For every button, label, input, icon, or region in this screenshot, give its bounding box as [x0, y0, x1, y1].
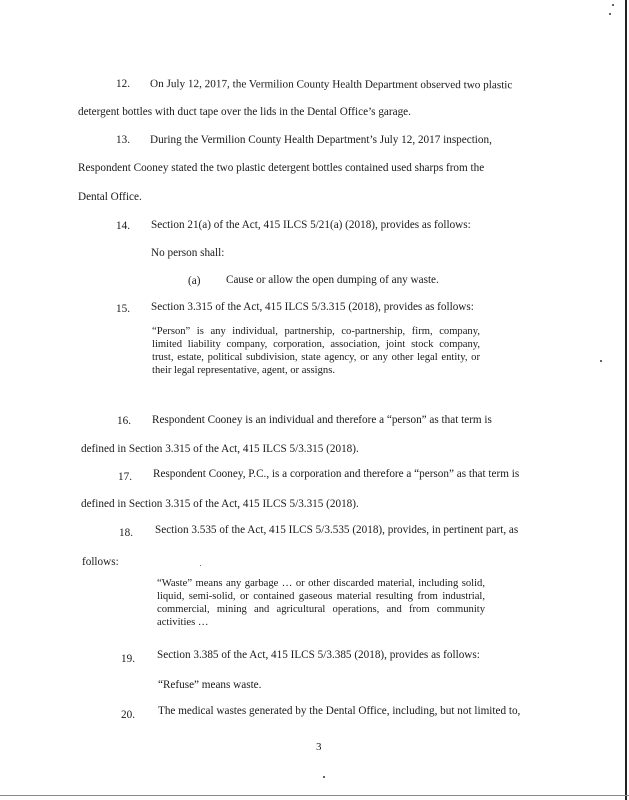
para-14-number: 14. — [116, 220, 130, 232]
para-13-number: 13. — [116, 134, 130, 146]
scan-speck — [600, 360, 602, 362]
scan-speck — [609, 13, 611, 15]
para-14-no-person: No person shall: — [151, 247, 225, 259]
para-15-number: 15. — [116, 303, 130, 315]
para-17-line-2: defined in Section 3.315 of the Act, 415 ILCS 5/3.315 (2018). — [81, 498, 359, 510]
para-13-line-2: Respondent Cooney stated the two plastic detergent bottles contained used sharps from the — [78, 162, 485, 174]
para-18-line-1: Section 3.535 of the Act, 415 ILCS 5/3.535 (2018), provides, in pertinent part, as — [155, 524, 519, 536]
para-13-line-1: During the Vermilion County Health Department’s July 12, 2017 inspection, — [150, 134, 492, 146]
para-17-number: 17. — [118, 471, 132, 483]
scan-edge — [625, 0, 627, 800]
para-14-sub-text: Cause or allow the open dumping of any waste. — [226, 274, 439, 286]
para-18-line-2: follows: — [82, 556, 119, 568]
para-17-line-1: Respondent Cooney, P.C., is a corporation and therefore a “person” as that term is — [153, 468, 520, 480]
para-20-number: 20. — [121, 709, 135, 721]
para-12-line-1: On July 12, 2017, the Vermilion County Health Department observed two plastic — [149, 78, 513, 92]
para-16-line-2: defined in Section 3.315 of the Act, 415 ILCS 5/3.315 (2018). — [81, 443, 359, 455]
page-number: 3 — [316, 741, 322, 753]
person-definition-quote: “Person” is any individual, partnership, co-partnership, firm, company, limited liability company, corporation, association, joint stock company, trust, estate, political subdivision, state agency, or any other legal entity, or their legal representative, agent, or assigns. — [152, 326, 480, 376]
para-16-line-1: Respondent Cooney is an individual and therefore a “person” as that term is — [152, 414, 492, 426]
scan-speck — [200, 565, 201, 566]
scan-speck — [323, 776, 325, 778]
para-12-number: 12. — [116, 78, 130, 90]
para-14-sub-label: (a) — [188, 275, 201, 287]
scan-speck — [612, 4, 614, 6]
waste-definition-quote: “Waste” means any garbage … or other discarded material, including solid, liquid, semi-solid, or contained gaseous material resulting from industrial, commercial, mining and agricultural operations, and from community activities … — [157, 578, 485, 628]
para-20-line-1: The medical wastes generated by the Dental Office, including, but not limited to, — [158, 705, 521, 717]
para-19-line-1: Section 3.385 of the Act, 415 ILCS 5/3.385 (2018), provides as follows: — [157, 649, 480, 661]
para-13-line-3: Dental Office. — [78, 191, 142, 203]
para-14-line-1: Section 21(a) of the Act, 415 ILCS 5/21(a) (2018), provides as follows: — [151, 219, 471, 231]
para-15-line-1: Section 3.315 of the Act, 415 ILCS 5/3.315 (2018), provides as follows: — [151, 301, 474, 313]
para-12-line-2: detergent bottles with duct tape over the lids in the Dental Office’s garage. — [78, 106, 411, 118]
refuse-definition-quote: “Refuse” means waste. — [158, 679, 262, 691]
para-18-number: 18. — [119, 527, 133, 539]
para-19-number: 19. — [121, 653, 135, 665]
para-16-number: 16. — [117, 415, 131, 427]
scan-edge-bottom — [0, 795, 629, 796]
